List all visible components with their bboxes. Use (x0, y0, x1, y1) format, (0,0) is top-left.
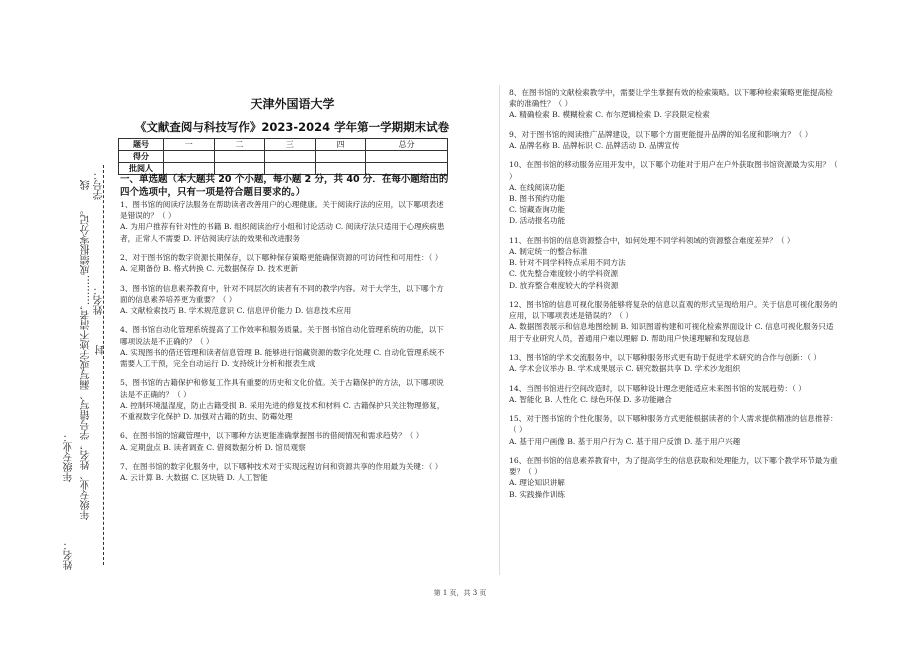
question-item (120, 377, 450, 422)
score-cell (164, 151, 215, 163)
question-option: B. 实践操作训练 (509, 489, 565, 499)
question-stem: 1、图书馆的阅读疗法服务在帮助读者改善用户的心理健康。关于阅读疗法的应用，以下哪项表述是错误的？（ ） (120, 200, 444, 221)
score-table (118, 138, 448, 175)
question-stem: 2、对于图书馆的数字资源长期保存，以下哪种保存策略更能确保资源的可访问性和可用性：（ ） (120, 253, 443, 262)
name-label-bottom: 姓名： (64, 540, 75, 570)
question-item (120, 461, 450, 483)
question-stem: 10、在图书馆的移动服务应用开发中，以下哪个功能对于用户在户外获取图书馆资源最为实用？（ ） (509, 160, 838, 181)
question-stem: 12、图书馆的信息可视化服务能够将复杂的信息以直观的形式呈现给用户。关于信息可视化服务的应用，以下哪项表述是错误的？（ ） (509, 300, 838, 321)
question-stem: 4、图书馆自动化管理系统提高了工作效率和服务质量。关于图书馆自动化管理系统的功能，以下哪项说法是不正确的？（ ） (120, 325, 444, 346)
question-option: A. 品牌名称 B. 品牌标识 C. 品牌活动 D. 品牌宣传 (509, 141, 680, 150)
line-label: 线 (81, 180, 92, 190)
question-option: A. 在线阅读功能 (509, 182, 565, 192)
question-stem: 5、图书馆的古籍保护和修复工作具有重要的历史和文化价值。关于古籍保护的方法，以下哪项说法是不正确的？（ ） (120, 378, 444, 399)
question-item (509, 455, 839, 500)
question-option: A. 云计算 B. 大数据 C. 区块链 D. 人工智能 (120, 473, 268, 483)
question-option: A. 智能化 B. 人性化 C. 绿色环保 D. 多功能融合 (509, 394, 672, 404)
question-item (509, 129, 839, 151)
question-item (120, 199, 450, 244)
question-stem: 16、在图书馆的信息素养教育中，为了提高学生的信息获取和处理能力，以下哪个教学环节最为重要？（ ） (509, 455, 838, 477)
score-row-label: 得分 (119, 151, 164, 163)
question-option: A. 理论知识讲解 (509, 478, 565, 488)
grade-major-label: 年级专业： (64, 432, 75, 482)
question-option: A. 学术会议举办 B. 学术成果展示 C. 研究数据共享 D. 学术沙龙组织 (509, 364, 741, 374)
question-option: D. 活动报名功能 (509, 216, 566, 226)
score-cell (315, 151, 366, 163)
score-col-header: 一 (164, 139, 215, 151)
left-question-column (120, 199, 450, 492)
question-stem: 15、对于图书馆的个性化服务，以下哪种服务方式更能根据读者的个人需求提供精准的信息推荐：（ ） (509, 414, 838, 435)
score-cell (265, 151, 316, 163)
question-stem: 3、图书馆的信息素养教育中，针对不同层次的读者有不同的教学内容。对于大学生，以下哪个方面的信息素养培养更为重要？（ ） (120, 283, 444, 304)
binding-dashed-line (103, 165, 104, 565)
question-option: D. 放弃整合难度较大的学科资源 (509, 280, 619, 290)
question-option: C. 馆藏查询功能 (509, 205, 565, 215)
column-divider (499, 85, 500, 575)
seal-label: 封 (96, 345, 107, 355)
question-item (509, 235, 839, 291)
question-item (120, 283, 450, 317)
question-stem: 9、对于图书馆的阅读推广品牌建设，以下哪个方面更能提升品牌的知名度和影响力？（ ） (509, 129, 813, 139)
page-number: 第 1 页，共 3 页 (433, 589, 487, 597)
question-option: A. 数据图表展示和信息地图绘制 B. 知识图谱构建和可视化检索界面设计 C. 信息可视化服务只适用于专业研究人员，普通用户难以理解 D. 帮助用户快速理解和发现信息 (509, 322, 834, 343)
score-table-header-row (119, 139, 448, 151)
question-option: A. 基于用户画像 B. 基于用户行为 C. 基于用户反馈 D. 基于用户兴趣 (509, 436, 741, 446)
section-heading: 一、单选题（本大题共 20 个小题，每小题 2 分，共 40 分．在每小题给出的四个选项中，只有一项是符合题目要求的。） (120, 174, 449, 198)
question-item (509, 87, 839, 121)
question-item (120, 252, 450, 274)
score-cell (214, 151, 265, 163)
question-stem: 6、在图书馆的馆藏管理中，以下哪种方法更能准确掌握图书的借阅情况和需求趋势？（ ） (120, 431, 424, 441)
question-option: A. 文献检索技巧 B. 学术规范意识 C. 信息评价能力 D. 信息技术应用 (120, 306, 352, 315)
question-option: A. 制定统一的整合标准 (509, 247, 588, 256)
score-row-label: 题号 (119, 139, 164, 151)
question-option: A. 实现图书的借还管理和读者信息管理 B. 能够进行馆藏资源的数字化处理 C. 自动化管理系统不需要人工干预，完全自动运行 D. 支持统计分析和报表生成 (120, 347, 445, 368)
question-option: A. 定期盘点 B. 读者调查 C. 借阅数据分析 D. 馆员观察 (120, 442, 306, 452)
question-item (509, 299, 839, 344)
score-col-header: 四 (315, 139, 366, 151)
question-item (509, 383, 839, 405)
score-col-header: 总分 (366, 139, 448, 151)
university-name: 天津外国语大学 (250, 97, 335, 111)
question-stem: 8、在图书馆的文献检索教学中，需要让学生掌握有效的检索策略。以下哪种检索策略更能提高检索的准确性？（ ） (509, 88, 833, 109)
question-item (509, 159, 839, 226)
question-item (509, 352, 839, 374)
score-row-label: 批阅人 (119, 163, 164, 175)
question-stem: 14、当图书馆进行空间改造时，以下哪种设计理念更能适应未来图书馆的发展趋势：（ ） (509, 383, 806, 393)
question-item (509, 413, 839, 447)
question-option: A. 定期备份 B. 格式转换 C. 元数据保存 D. 技术更新 (120, 264, 299, 274)
notice-top-text: ………成绩报零分记。 (81, 205, 92, 305)
question-option: A. 精确检索 B. 模糊检索 C. 布尔逻辑检索 D. 字段限定检索 (509, 110, 710, 120)
question-stem: 13、图书馆的学术交流服务中，以下哪种服务形式更有助于促进学术研究的合作与创新：（ ） (509, 353, 822, 362)
question-option: B. 针对不同学科特点采用不同方法 (509, 258, 626, 268)
question-stem: 7、在图书馆的数字化服务中，以下哪种技术对于实现远程访问和资源共享的作用最为关键：（ ） (120, 461, 443, 471)
question-option: C. 优先整合难度较小的学科资源 (509, 269, 619, 279)
question-stem: 11、在图书馆的信息资源整合中，如何处理不同学科领域的资源整合难度差异？（ ） (509, 235, 795, 245)
right-question-column (509, 87, 839, 508)
student-id-label: 学号： (94, 170, 105, 200)
score-col-header: 三 (265, 139, 316, 151)
student-name-label: 姓名： (94, 285, 105, 315)
exam-title: 《文献查阅与科技写作》2023-2024 学年第一学期期末试卷 (134, 120, 450, 134)
question-option: A. 为用户推荐有针对性的书籍 B. 组织阅读治疗小组和讨论活动 C. 阅读疗法只适用于心理疾病患者，正常人不需要 D. 评估阅读疗法的效果和改进服务 (120, 222, 445, 243)
question-item (120, 324, 450, 369)
score-col-header: 二 (214, 139, 265, 151)
score-table-row (119, 151, 448, 163)
question-option: A. 控制环境温湿度，防止古籍受损 B. 采用先进的修复技术和材料 C. 古籍保护只关注物理修复，不重视数字化保护 D. 加强对古籍的防虫、防霉处理 (120, 400, 445, 421)
score-cell (366, 151, 448, 163)
binding-margin (0, 0, 120, 600)
question-option: B. 图书预约功能 (509, 194, 565, 203)
notice-main-text: 年级专业、姓名，学号错写、漏写或字迹不清者， (81, 300, 92, 520)
question-item (120, 430, 450, 452)
